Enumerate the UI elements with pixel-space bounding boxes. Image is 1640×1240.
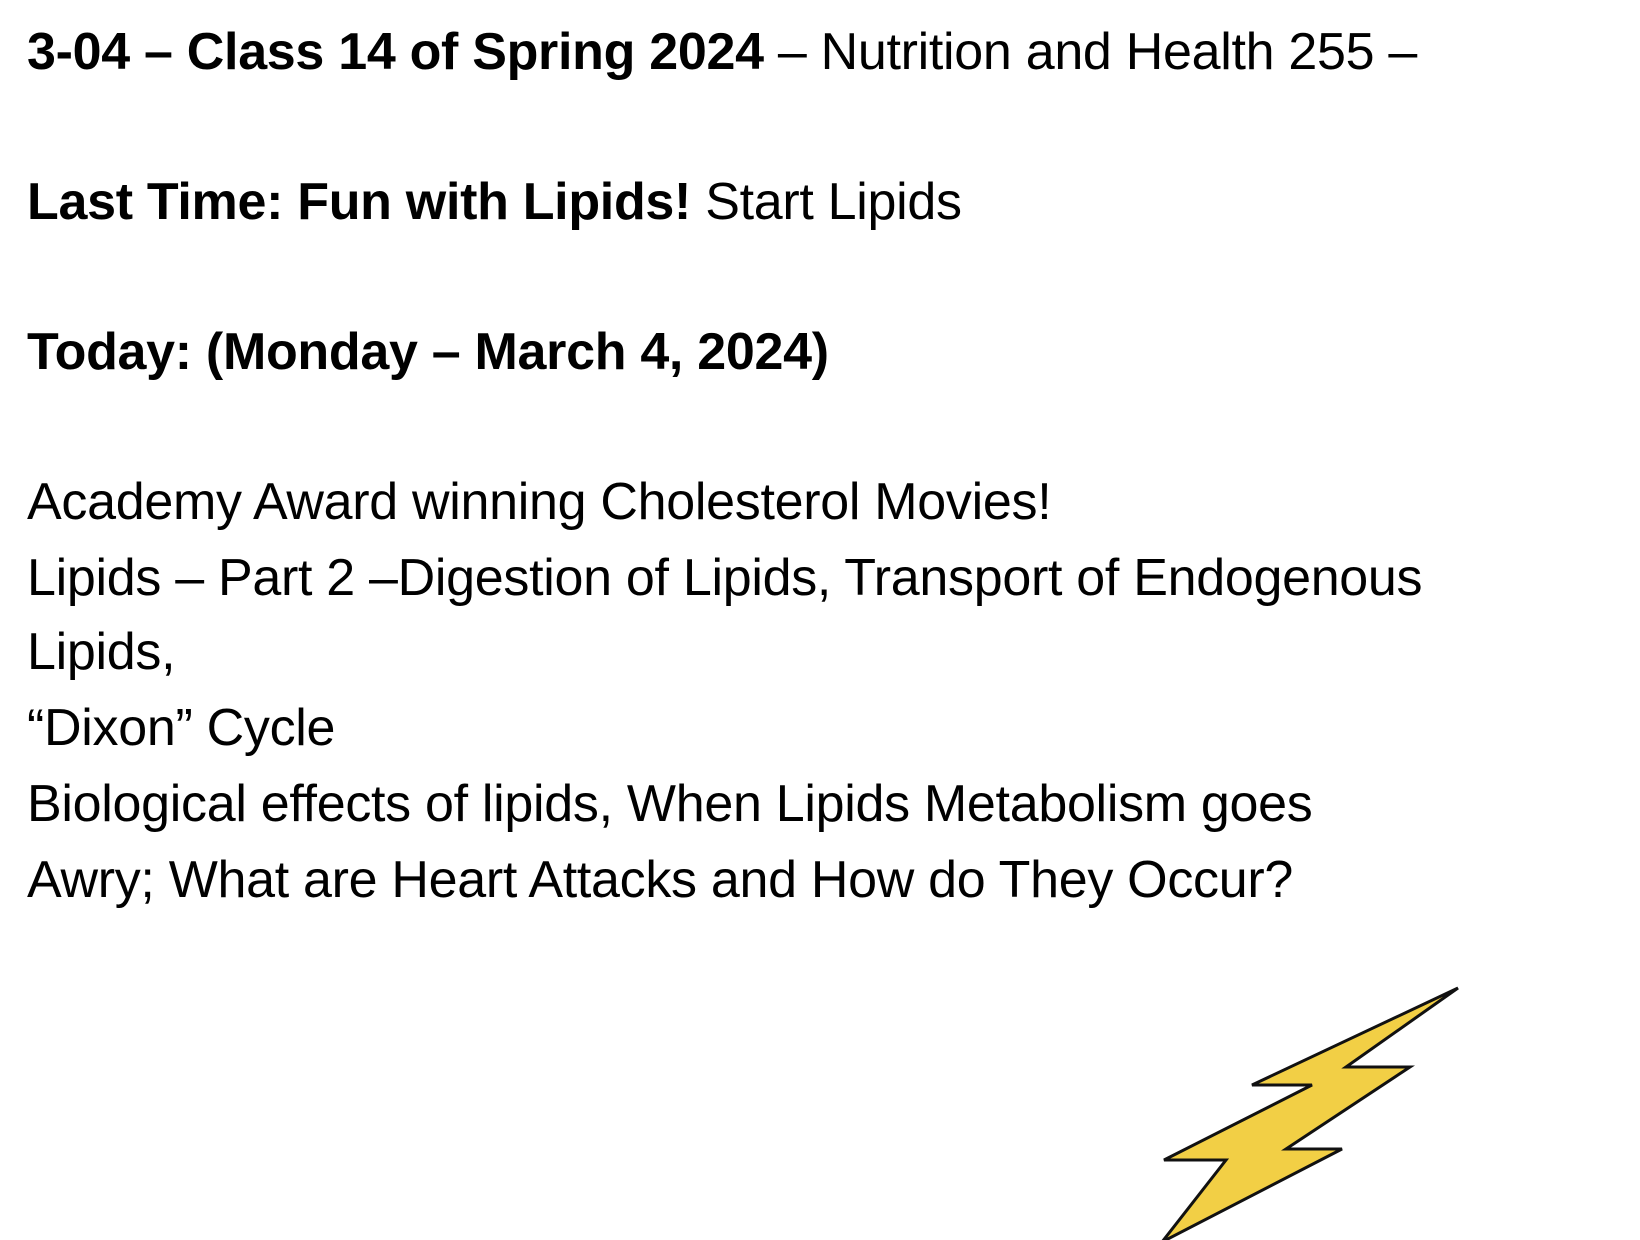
last-time-line: [27, 172, 962, 232]
title-course: – Nutrition and Health 255 –: [763, 23, 1417, 81]
agenda-line: Awry; What are Heart Attacks and How do They Occur?: [27, 851, 1293, 909]
title-bold: 3-04 – Class 14 of Spring 2024: [27, 23, 764, 81]
agenda-line: Academy Award winning Cholesterol Movies!: [27, 473, 1052, 531]
last-time-label: Last Time: Fun with Lipids!: [27, 173, 692, 231]
agenda-line: Lipids,: [27, 623, 176, 681]
agenda-line: Biological effects of lipids, When Lipids Metabolism goes: [27, 775, 1313, 833]
agenda-line: “Dixon” Cycle: [27, 699, 336, 757]
today-heading: Today: (Monday – March 4, 2024): [27, 323, 829, 381]
last-time-text: Start Lipids: [691, 173, 962, 231]
slide-title: [27, 22, 1417, 82]
agenda-line: Lipids – Part 2 –Digestion of Lipids, Transport of Endogenous: [27, 549, 1423, 607]
lightning-bolt-icon: [1160, 985, 1460, 1240]
